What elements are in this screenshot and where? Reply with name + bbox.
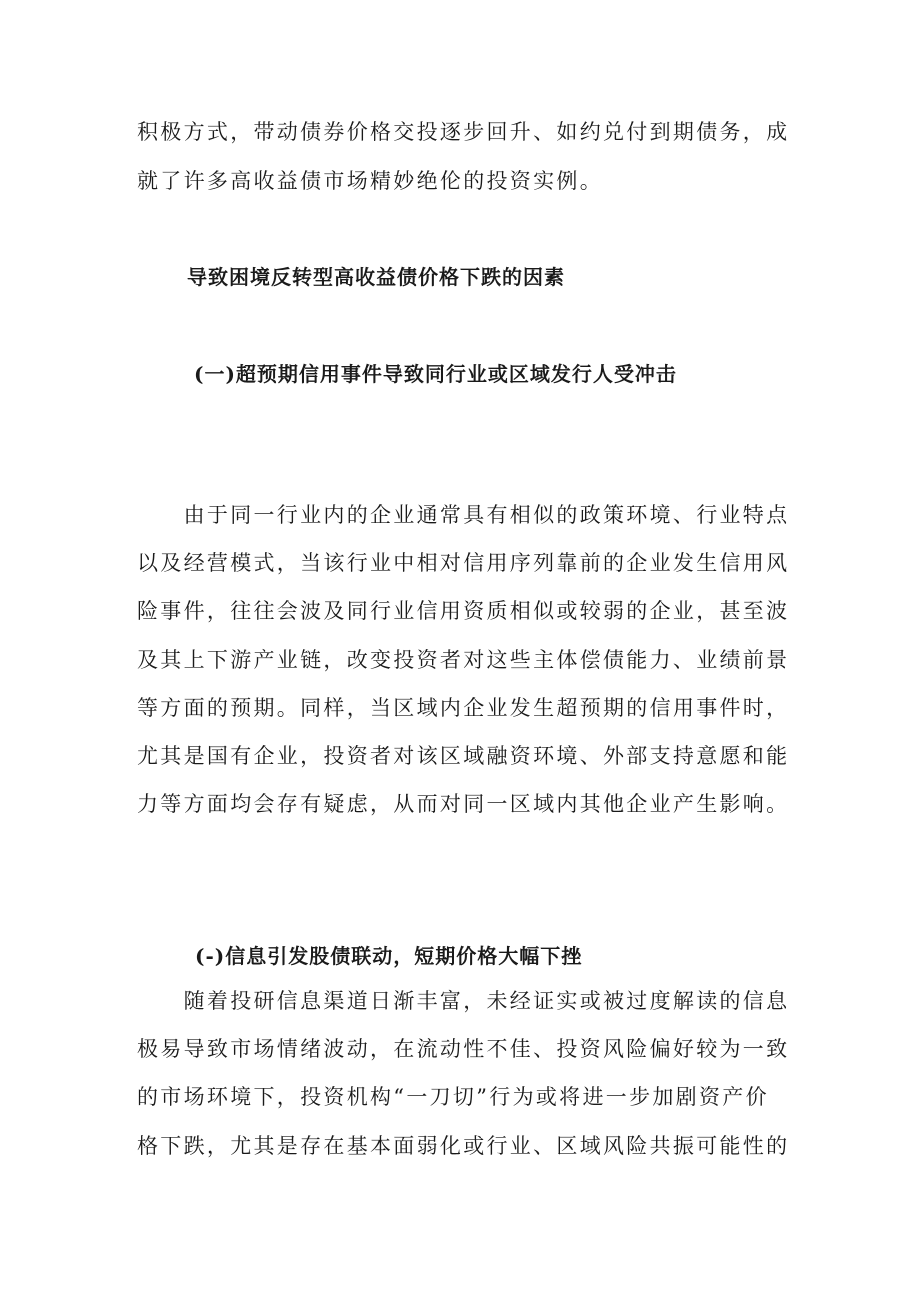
paragraph-1-line: 由于同一行业内的企业通常具有相似的政策环境、行业特点 <box>137 503 790 527</box>
paragraph-1-line: 险事件，往往会波及同行业信用资质相似或较弱的企业，甚至波 <box>137 599 790 623</box>
paragraph-2-line: 格下跌，尤其是存在基本面弱化或行业、区域风险共振可能性的 <box>137 1134 790 1158</box>
paragraph-1-line: 尤其是国有企业，投资者对该区域融资环境、外部支持意愿和能 <box>137 744 790 768</box>
paragraph-1-line: 以及经营模式，当该行业中相对信用序列靠前的企业发生信用风 <box>137 551 790 575</box>
intro-line-2: 就了许多高收益债市场精妙绝伦的投资实例。 <box>137 169 603 193</box>
subsection-2-title: (-)信息引发股债联动，短期价格大幅下挫 <box>195 944 583 968</box>
paragraph-1-line: 及其上下游产业链，改变投资者对这些主体偿债能力、业绩前景 <box>137 648 790 672</box>
subsection-1-title: (一)超预期信用事件导致同行业或区域发行人受冲击 <box>194 362 677 386</box>
paragraph-2-line: 极易导致市场情绪波动，在流动性不佳、投资风险偏好较为一致 <box>137 1037 790 1061</box>
paragraph-1-line: 等方面的预期。同样，当区域内企业发生超预期的信用事件时， <box>137 696 790 720</box>
paragraph-2-line: 的市场环境下，投资机构“一刀切”行为或将进一步加剧资产价 <box>137 1085 769 1109</box>
intro-line-1: 积极方式，带动债券价格交投逐步回升、如约兑付到期债务，成 <box>137 120 790 144</box>
paragraph-1-line: 力等方面均会存有疑虑，从而对同一区域内其他企业产生影响。 <box>137 792 790 816</box>
section-title: 导致困境反转型高收益债价格下跌的因素 <box>187 265 565 289</box>
paragraph-2-line: 随着投研信息渠道日渐丰富，未经证实或被过度解读的信息 <box>137 989 790 1013</box>
